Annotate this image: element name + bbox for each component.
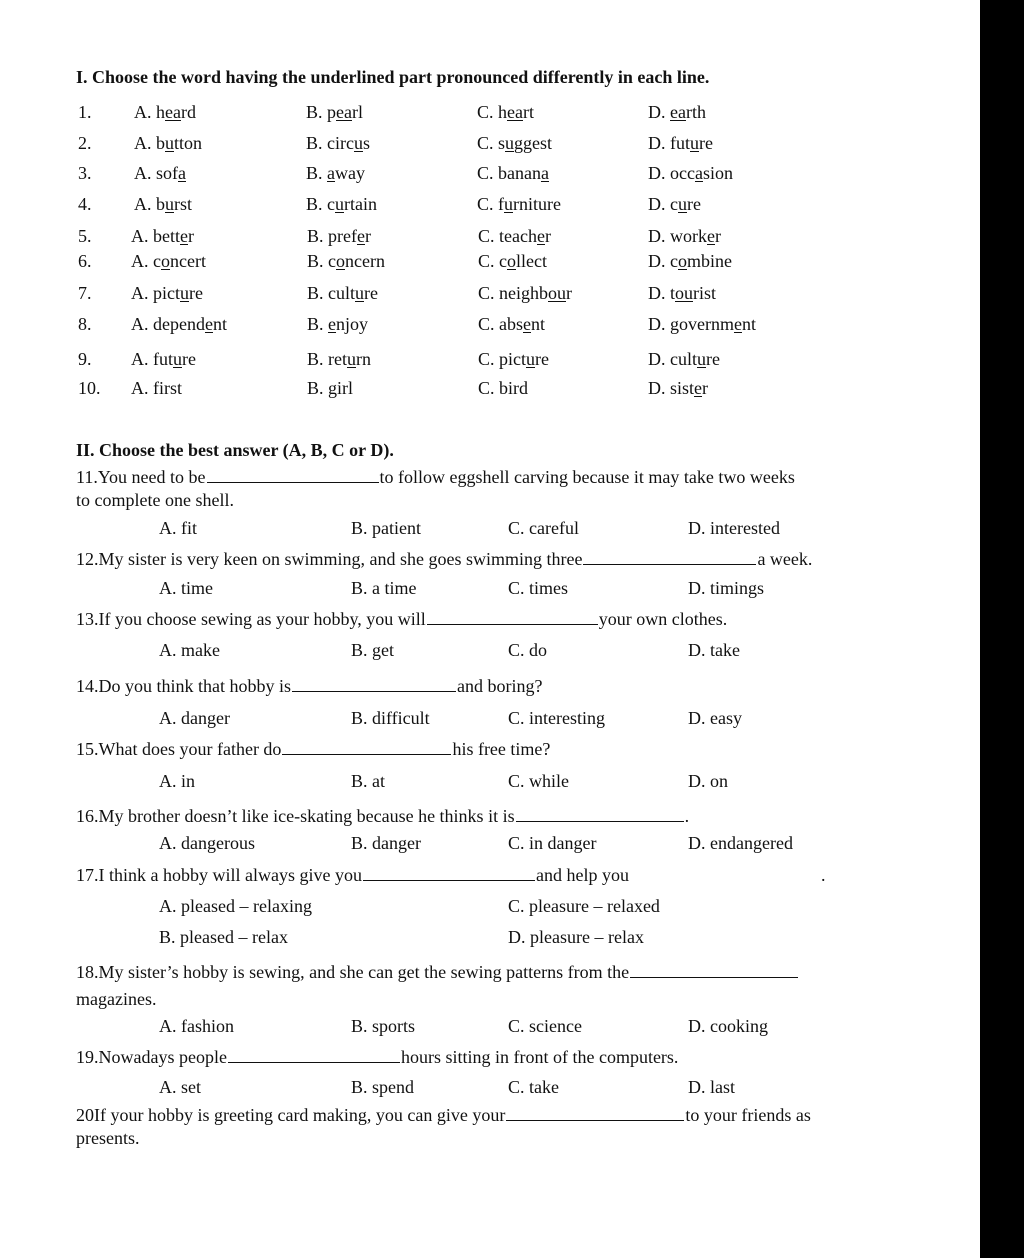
q6-number: 6.	[78, 251, 92, 271]
q1-option-b[interactable]: B. pearl	[306, 102, 363, 122]
answer-blank[interactable]	[282, 739, 451, 755]
part1-heading: I. Choose the word having the underlined part pronounced differently in each line.	[76, 67, 710, 87]
underlined-part: e	[733, 314, 742, 334]
q3-number: 3.	[78, 163, 92, 183]
question-18: 18.My sister’s hobby is sewing, and she can get the sewing patterns from the	[76, 961, 799, 983]
q10-number: 10.	[78, 378, 101, 398]
q1-option-a[interactable]: A. heard	[134, 102, 196, 122]
q11-option-a[interactable]: A. fit	[159, 518, 197, 538]
q15-option-b[interactable]: B. at	[351, 771, 385, 791]
q4-option-c[interactable]: C. furniture	[477, 194, 561, 214]
q4-option-a[interactable]: A. burst	[134, 194, 192, 214]
q12-option-a[interactable]: A. time	[159, 578, 213, 598]
q2-option-a[interactable]: A. button	[134, 133, 203, 153]
underlined-part: e	[707, 226, 715, 246]
q2-option-b[interactable]: B. circus	[306, 133, 370, 153]
underlined-part: ea	[670, 102, 686, 122]
q13-option-d[interactable]: D. take	[688, 640, 740, 660]
answer-blank[interactable]	[427, 609, 598, 625]
q7-option-a[interactable]: A. picture	[131, 283, 203, 303]
underlined-part: o	[336, 251, 345, 271]
question-17-trailing-dot: .	[821, 865, 826, 885]
q10-option-c[interactable]: C. bird	[478, 378, 529, 398]
q8-number: 8.	[78, 314, 92, 334]
answer-blank[interactable]	[363, 865, 535, 881]
q18-option-d[interactable]: D. cooking	[688, 1016, 768, 1036]
q7-option-c[interactable]: C. neighbour	[478, 283, 572, 303]
underlined-part: e	[204, 314, 213, 334]
q9-option-d[interactable]: D. culture	[648, 349, 720, 369]
underlined-part: u	[165, 133, 174, 153]
q17-option-c[interactable]: C. pleasure – relaxed	[508, 896, 660, 916]
q7-option-b[interactable]: B. culture	[307, 283, 378, 303]
underlined-part: u	[355, 283, 364, 303]
q19-option-b[interactable]: B. spend	[351, 1077, 414, 1097]
q3-option-d[interactable]: D. occasion	[648, 163, 733, 183]
q2-option-c[interactable]: C. suggest	[477, 133, 553, 153]
q3-option-a[interactable]: A. sofa	[134, 163, 186, 183]
q3-option-b[interactable]: B. away	[306, 163, 366, 183]
q17-option-d[interactable]: D. pleasure – relax	[508, 927, 644, 947]
q10-option-a[interactable]: A. first	[131, 378, 182, 398]
answer-blank[interactable]	[292, 676, 456, 692]
right-black-border	[980, 0, 1024, 1258]
question-20-cont: presents.	[76, 1128, 140, 1148]
q13-option-b[interactable]: B. get	[351, 640, 394, 660]
underlined-part: e	[328, 314, 337, 334]
answer-blank[interactable]	[506, 1105, 684, 1121]
q10-option-b[interactable]: B. girl	[307, 378, 354, 398]
question-18-cont: magazines.	[76, 989, 157, 1009]
q5-number: 5.	[78, 226, 92, 246]
answer-blank[interactable]	[516, 806, 684, 822]
q7-option-d[interactable]: D. tourist	[648, 283, 717, 303]
q5-option-a[interactable]: A. better	[131, 226, 194, 246]
q1-option-c[interactable]: C. heart	[477, 102, 534, 122]
q16-option-b[interactable]: B. danger	[351, 833, 421, 853]
q15-option-d[interactable]: D. on	[688, 771, 728, 791]
underlined-part: ea	[507, 102, 523, 122]
answer-blank[interactable]	[630, 962, 798, 978]
question-14: 14.Do you think that hobby is and boring?	[76, 676, 543, 696]
question-13: 13.If you choose sewing as your hobby, you will your own clothes.	[76, 609, 728, 629]
q4-number: 4.	[78, 194, 92, 214]
q6-option-d[interactable]: D. combine	[648, 251, 732, 271]
underlined-part: a	[540, 163, 549, 183]
q6-option-b[interactable]: B. concern	[307, 251, 385, 271]
q1-option-d[interactable]: D. earth	[648, 102, 706, 122]
question-12: 12.My sister is very keen on swimming, and she goes swimming three a week.	[76, 549, 813, 569]
q19-option-d[interactable]: D. last	[688, 1077, 735, 1097]
q12-option-b[interactable]: B. a time	[351, 578, 417, 598]
q5-option-d[interactable]: D. worker	[648, 226, 721, 246]
q16-option-c[interactable]: C. in danger	[508, 833, 597, 853]
underlined-part: u	[173, 349, 182, 369]
answer-blank[interactable]	[583, 549, 756, 565]
underlined-part: u	[678, 194, 687, 214]
q5-option-c[interactable]: C. teacher	[478, 226, 551, 246]
q13-option-c[interactable]: C. do	[508, 640, 548, 660]
q4-option-b[interactable]: B. curtain	[306, 194, 377, 214]
q17-option-b[interactable]: B. pleased – relax	[159, 927, 288, 947]
q9-option-c[interactable]: C. picture	[478, 349, 549, 369]
q2-option-d[interactable]: D. future	[648, 133, 713, 153]
underlined-part: u	[335, 194, 344, 214]
q18-option-a[interactable]: A. fashion	[159, 1016, 234, 1036]
question-11: 11.You need to be to follow eggshell carving because it may take two weeks	[76, 467, 795, 487]
q9-option-b[interactable]: B. return	[307, 349, 371, 369]
q12-option-c[interactable]: C. times	[508, 578, 569, 598]
q14-option-d[interactable]: D. easy	[688, 708, 742, 728]
q15-option-a[interactable]: A. in	[159, 771, 195, 791]
underlined-part: u	[353, 133, 363, 153]
q9-number: 9.	[78, 349, 92, 369]
q13-option-a[interactable]: A. make	[159, 640, 220, 660]
q16-option-d[interactable]: D. endangered	[688, 833, 793, 853]
underlined-part: e	[523, 314, 531, 334]
underlined-part: u	[697, 349, 706, 369]
q12-option-d[interactable]: D. timings	[688, 578, 765, 598]
question-11-cont: to complete one shell.	[76, 490, 234, 510]
q19-option-c[interactable]: C. take	[508, 1077, 559, 1097]
underlined-part: e	[694, 378, 703, 398]
q8-option-a[interactable]: A. dependent	[131, 314, 227, 334]
question-15: 15.What does your father do his free time?	[76, 739, 551, 759]
q8-option-c[interactable]: C. absent	[478, 314, 546, 334]
q15-option-c[interactable]: C. while	[508, 771, 569, 791]
q14-option-b[interactable]: B. difficult	[351, 708, 430, 728]
underlined-part: u	[504, 194, 513, 214]
underlined-part: ou	[548, 283, 566, 303]
underlined-part: e	[356, 226, 365, 246]
q3-option-c[interactable]: C. banana	[477, 163, 549, 183]
underlined-part: a	[694, 163, 703, 183]
answer-blank[interactable]	[207, 467, 379, 483]
underlined-part: ou	[675, 283, 693, 303]
underlined-part: ea	[336, 102, 352, 122]
q18-option-b[interactable]: B. sports	[351, 1016, 416, 1036]
question-17: 17.I think a hobby will always give you and help you	[76, 865, 629, 885]
q10-option-d[interactable]: D. sister	[648, 378, 709, 398]
underlined-part: u	[347, 349, 356, 369]
underlined-part: o	[161, 251, 170, 271]
q5-option-b[interactable]: B. prefer	[307, 226, 371, 246]
q2-number: 2.	[78, 133, 92, 153]
underlined-part: u	[526, 349, 535, 369]
part2-heading: II. Choose the best answer (A, B, C or D).	[76, 440, 394, 460]
underlined-part: a	[178, 163, 186, 183]
q6-option-c[interactable]: C. collect	[478, 251, 547, 271]
question-19: 19.Nowadays people hours sitting in front of the computers.	[76, 1047, 679, 1067]
q8-option-d[interactable]: D. government	[648, 314, 756, 334]
q11-option-b[interactable]: B. patient	[351, 518, 421, 538]
q18-option-c[interactable]: C. science	[508, 1016, 582, 1036]
answer-blank[interactable]	[228, 1047, 400, 1063]
underlined-part: e	[536, 226, 545, 246]
q9-option-a[interactable]: A. future	[131, 349, 196, 369]
underlined-part: o	[678, 251, 687, 271]
q16-option-a[interactable]: A. dangerous	[159, 833, 255, 853]
underlined-part: ea	[165, 102, 181, 122]
question-20: 20If your hobby is greeting card making, you can give your to your friends as	[76, 1105, 811, 1125]
q14-option-c[interactable]: C. interesting	[508, 708, 605, 728]
underlined-part: a	[327, 163, 336, 183]
q17-option-a[interactable]: A. pleased – relaxing	[159, 896, 312, 916]
q1-number: 1.	[78, 102, 92, 122]
underlined-part: u	[180, 283, 189, 303]
underlined-part: o	[507, 251, 516, 271]
q7-number: 7.	[78, 283, 92, 303]
underlined-part: e	[180, 226, 188, 246]
underlined-part: u	[690, 133, 699, 153]
q6-option-a[interactable]: A. concert	[131, 251, 206, 271]
q8-option-b[interactable]: B. enjoy	[307, 314, 369, 334]
underlined-part: u	[165, 194, 174, 214]
q4-option-d[interactable]: D. cure	[648, 194, 701, 214]
q14-option-a[interactable]: A. danger	[159, 708, 230, 728]
q19-option-a[interactable]: A. set	[159, 1077, 201, 1097]
q11-option-c[interactable]: C. careful	[508, 518, 579, 538]
question-16: 16.My brother doesn’t like ice-skating because he thinks it is .	[76, 806, 690, 826]
q11-option-d[interactable]: D. interested	[688, 518, 780, 538]
underlined-part: u	[505, 133, 515, 153]
